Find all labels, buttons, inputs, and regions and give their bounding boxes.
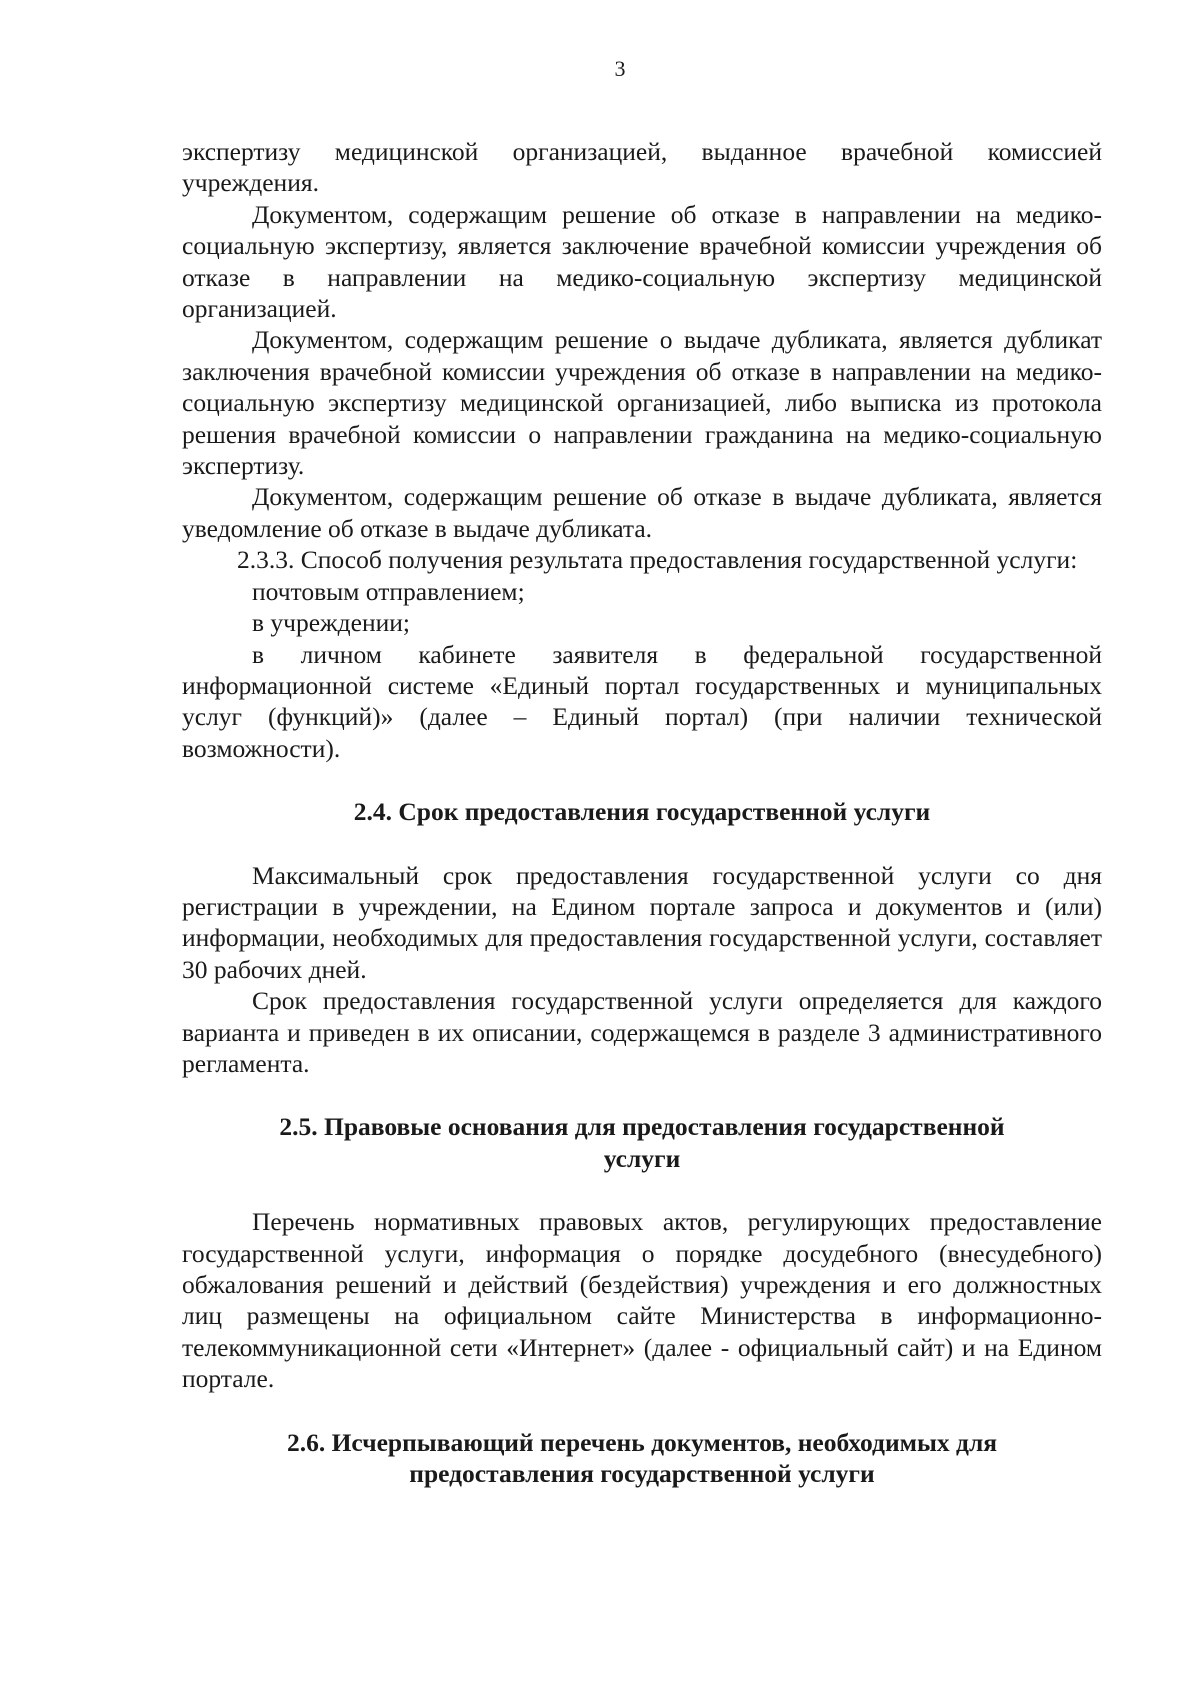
document-body <box>182 136 1102 1489</box>
paragraph-max-term: Максимальный срок предоставления государственной услуги со дня регистрации в учреждении, на Едином портале запроса и документов и (или) информации, необходимых для предоставления государственной услуги, составляет 30 рабочих дней. <box>182 860 1102 984</box>
list-item-mail: почтовым отправлением; <box>252 576 525 606</box>
paragraph-continuation: экспертизу медицинской организацией, выданное врачебной комиссией учреждения. <box>182 137 1102 198</box>
paragraph-result-method: 2.3.3. Способ получения результата предоставления государственной услуги: <box>237 545 1078 575</box>
heading-2-4: 2.4. Срок предоставления государственной услуги <box>353 797 931 827</box>
paragraph-duplicate-document: Документом, содержащим решение о выдаче дубликата, является дубликат заключения врачебной комиссии учреждения об отказе в направлении на медико-социальную экспертизу медицинской организацией, либо выписка из протокола решения врачебной комиссии о направлении гражданина на медико-социальную экспертизу. <box>182 325 1102 481</box>
list-item-personal-account: в личном кабинете заявителя в федеральной государственной информационной системе «Единый портал государственных и муниципальных услуг (функций)» (далее – Единый портал) (при наличии технической возможности). <box>182 639 1102 763</box>
heading-2-6-line2: предоставления государственной услуги <box>409 1459 875 1489</box>
paragraph-refusal-document: Документом, содержащим решение об отказе в направлении на медико-социальную экспертизу, является заключение врачебной комиссии учреждения об отказе в направлении на медико-социальную экспертизу медицинской организацией. <box>182 199 1102 324</box>
heading-2-5-line1: 2.5. Правовые основания для предоставления государственной <box>279 1112 1005 1142</box>
heading-2-5 <box>182 1111 1102 1174</box>
page-number: 3 <box>614 56 626 81</box>
paragraph-term-variants: Срок предоставления государственной услуги определяется для каждого варианта и приведен в их описании, содержащемся в разделе 3 административного регламента. <box>182 986 1102 1078</box>
paragraph-duplicate-refusal: Документом, содержащим решение об отказе в выдаче дубликата, является уведомление об отказе в выдаче дубликата. <box>182 482 1102 543</box>
heading-2-5-line2: услуги <box>603 1143 681 1173</box>
list-item-institution: в учреждении; <box>252 608 410 638</box>
paragraph-legal-acts: Перечень нормативных правовых актов, регулирующих предоставление государственной услуги, информация о порядке досудебного (внесудебного) обжалования решений и действий (бездействия) учреждения и его должностных лиц размещены на официальном сайте Министерства в информационно-телекоммуникационной сети «Интернет» (далее - официальный сайт) и на Едином портале. <box>182 1207 1102 1394</box>
heading-2-6-line1: 2.6. Исчерпывающий перечень документов, необходимых для <box>286 1427 998 1457</box>
heading-2-6 <box>182 1427 1102 1490</box>
